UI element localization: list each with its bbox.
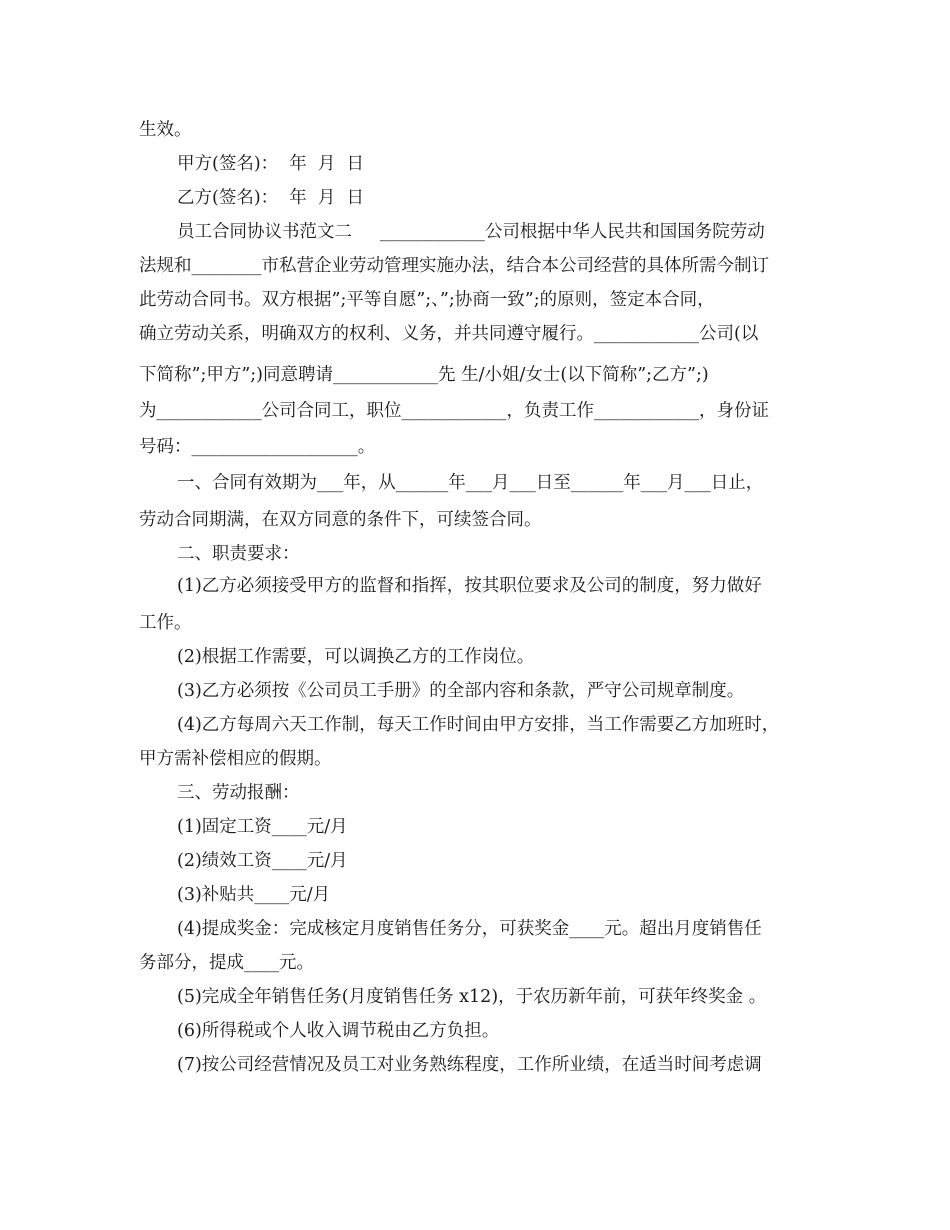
text-line: 此劳动合同书。双方根据”;平等自愿”;、”;协商一致”;的原则，签定本合同， <box>139 290 715 310</box>
text-line: (3)乙方必须按《公司员工手册》的全部内容和条款，严守公司规章制度。 <box>177 681 745 701</box>
text-line: (1)固定工资____元/月 <box>177 817 348 837</box>
text-line: (4)乙方每周六天工作制，每天工作时间由甲方安排，当工作需要乙方加班时， <box>177 715 780 735</box>
text-line: 二、职责要求： <box>177 544 300 564</box>
text-line: (7)按公司经营情况及员工对业务熟练程度，工作所业绩，在适当时间考虑调 <box>177 1055 762 1075</box>
text-line: 三、劳动报酬： <box>177 783 300 803</box>
text-line: (1)乙方必须接受甲方的监督和指挥，按其职位要求及公司的制度，努力做好 <box>177 576 762 596</box>
text-line: 务部分，提成____元。 <box>139 953 314 973</box>
text-line: 法规和________市私营企业劳动管理实施办法，结合本公司经营的具体所需今制订 <box>139 256 769 276</box>
text-line: (2)根据工作需要，可以调换乙方的工作岗位。 <box>177 647 535 667</box>
text-line: 工作。 <box>139 613 192 633</box>
text-line: 确立劳动关系，明确双方的权利、义务，并共同遵守履行。____________公司(以 <box>139 324 759 344</box>
text-line: (2)绩效工资____元/月 <box>177 851 348 871</box>
text-line: 一、合同有效期为___年，从______年___月___日至______年___月___日止， <box>177 473 764 493</box>
text-line: 甲方需补偿相应的假期。 <box>139 749 332 769</box>
text-line: 生效。 <box>139 120 192 140</box>
text-line: (3)补贴共____元/月 <box>177 885 331 905</box>
text-line: (6)所得税或个人收入调节税由乙方负担。 <box>177 1021 500 1041</box>
text-line: (5)完成全年销售任务(月度销售任务 x12)，于农历新年前，可获年终奖金 。 <box>177 987 767 1007</box>
text-line: 下简称”;甲方”;)同意聘请____________先 生/小姐/女士(以下简称”;乙方”;) <box>139 365 709 385</box>
text-line: 号码：___________________。 <box>139 437 376 457</box>
text-line: 乙方(签名)： 年 月 日 <box>177 188 365 208</box>
text-line: 员工合同协议书范文二 ____________公司根据中华人民共和国国务院劳动 <box>177 222 765 242</box>
text-line: 劳动合同期满，在双方同意的条件下，可续签合同。 <box>139 510 542 530</box>
text-line: (4)提成奖金：完成核定月度销售任务分，可获奖金____元。超出月度销售任 <box>177 919 762 939</box>
text-line: 为____________公司合同工，职位____________，负责工作____________，身份证 <box>139 401 769 421</box>
text-line: 甲方(签名)： 年 月 日 <box>177 154 365 174</box>
